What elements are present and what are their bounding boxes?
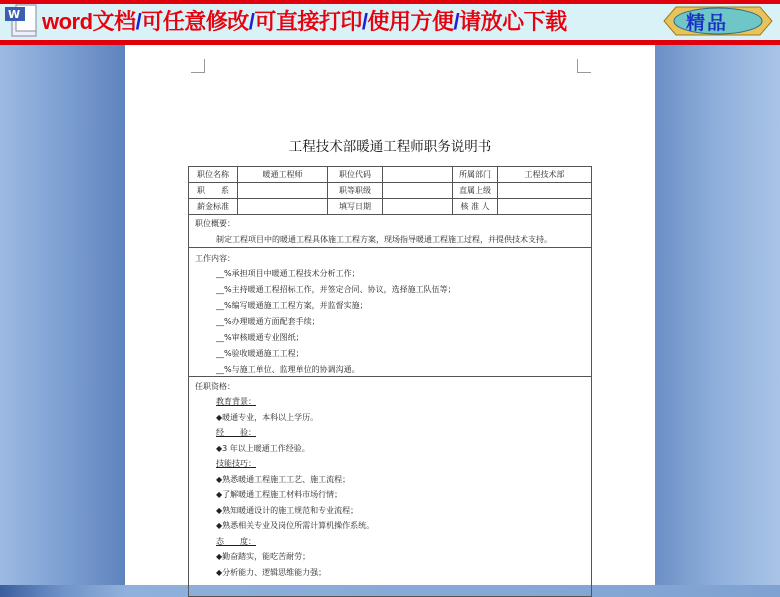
qualification-item: ◆熟知暖通设计的施工规范和专业流程； (216, 505, 359, 515)
qualification-item: ◆分析能力、逻辑思维能力强； (216, 567, 327, 577)
position-info-table (188, 166, 592, 215)
table-cell: 职位代码 (328, 167, 383, 183)
document-page (125, 45, 655, 585)
qualification-item: ◆熟悉相关专业及岗位所需计算机操作系统。 (216, 521, 375, 530)
work-item: __%验收暖通施工工程； (216, 349, 304, 358)
qualification-item: ◆3 年以上暖通工作经验。 (216, 443, 310, 453)
qualification-subheading: 技能技巧： (216, 459, 256, 468)
summary-section (188, 213, 592, 248)
table-cell: 工程技术部 (498, 167, 592, 183)
work-item: __%主持暖通工程招标工作，并签定合同、协议，选择施工队伍等； (216, 285, 456, 294)
qualification-heading: 任职资格： (195, 382, 235, 391)
qualification-subheading: 经 验： (216, 428, 256, 437)
table-cell: 薪金标准 (189, 199, 238, 215)
work-item: __%承担项目中暖通工程技术分析工作； (216, 269, 360, 278)
qualification-item: ◆熟悉暖通工程施工工艺、施工流程； (216, 474, 351, 484)
table-cell: 职位名称 (189, 167, 238, 183)
table-cell (498, 183, 592, 199)
work-section (188, 248, 592, 377)
table-cell (238, 183, 328, 199)
word-document-icon (4, 3, 40, 37)
table-row (189, 167, 592, 183)
table-cell: 直属上级 (453, 183, 498, 199)
svg-text:W: W (8, 8, 21, 21)
work-item: __%审核暖通专业图纸； (216, 333, 304, 342)
summary-heading: 职位概要： (195, 219, 235, 228)
table-cell: 核 准 人 (453, 199, 498, 215)
work-item: __%办理暖通方面配套手续； (216, 317, 320, 326)
table-cell: 暖通工程师 (238, 167, 328, 183)
banner-slogan: word文档/可任意修改/可直接打印/使用方便/请放心下载 (42, 9, 567, 34)
table-cell (383, 167, 453, 183)
table-cell: 所属部门 (453, 167, 498, 183)
background-left (0, 45, 125, 585)
qualification-item: ◆勤奋踏实，能吃苦耐劳； (216, 552, 311, 561)
summary-text: 制定工程项目中的暖通工程具体施工工程方案，现场指导暖通工程施工过程，并提供技术支持。 (216, 235, 552, 244)
margin-mark (577, 59, 591, 73)
margin-mark (191, 59, 205, 73)
work-heading: 工作内容： (195, 254, 235, 263)
table-cell: 职 系 (189, 183, 238, 199)
qualification-section (188, 377, 592, 597)
background-right (655, 45, 780, 585)
document-title: 工程技术部暖通工程师职务说明书 (288, 139, 492, 155)
table-cell: 职等职级 (328, 183, 383, 199)
table-row (189, 183, 592, 199)
premium-badge-label: 精品 (686, 12, 729, 34)
work-item: __%与施工单位、监理单位的协调沟通。 (216, 365, 360, 374)
table-cell: 填写日期 (328, 199, 383, 215)
qualification-item: ◆暖通专业，本科以上学历。 (216, 412, 319, 422)
work-item: __%编写暖通施工工程方案，并监督实施； (216, 301, 368, 310)
qualification-subheading: 态 度： (216, 536, 256, 546)
qualification-item: ◆了解暖通工程施工材料市场行情； (216, 490, 343, 499)
table-cell (383, 183, 453, 199)
qualification-subheading: 教育背景： (216, 397, 256, 406)
